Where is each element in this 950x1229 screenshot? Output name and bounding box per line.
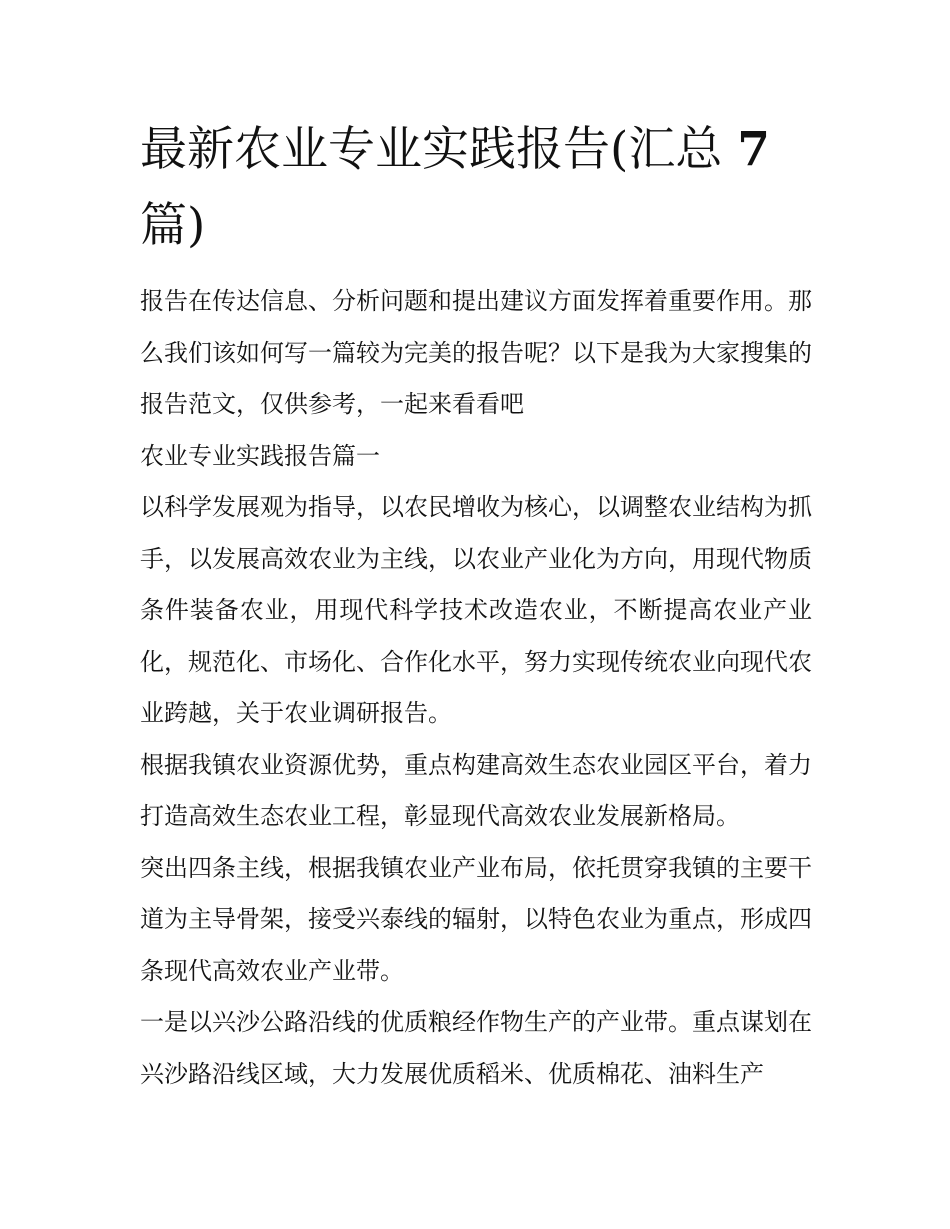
title-number: 7 [737, 122, 770, 177]
body-paragraph: 以科学发展观为指导，以农民增收为核心，以调整农业结构为抓手，以发展高效农业为主线，以农业产业化为方向，用现代物质条件装备农业，用现代科学技术改造农业，不断提高农业产业化，规范化、市场化、合作化水平，努力实现传统农业向现代农业跨越，关于农业调研报告。 [140, 493, 812, 727]
intro-paragraph: 报告在传达信息、分析问题和提出建议方面发挥着重要作用。那么我们该如何写一篇较为完美的报告呢？以下是我为大家搜集的报告范文，仅供参考，一起来看看吧 [140, 287, 812, 418]
body-paragraph: 一是以兴沙公路沿线的优质粮经作物生产的产业带。重点谋划在兴沙路沿线区域，大力发展优质稻米、优质棉花、油料生产 [140, 1008, 812, 1088]
title-main: 最新农业专业实践报告(汇总 [140, 122, 723, 177]
section-heading: 农业专业实践报告篇一 [140, 441, 380, 470]
body-paragraph: 突出四条主线，根据我镇农业产业布局，依托贯穿我镇的主要干道为主导骨架，接受兴泰线的辐射，以特色农业为重点，形成四条现代高效农业产业带。 [140, 853, 812, 985]
body-paragraph: 根据我镇农业资源优势，重点构建高效生态农业园区平台，着力打造高效生态农业工程，彰显现代高效农业发展新格局。 [140, 750, 812, 830]
document-body [140, 276, 812, 1100]
title-end: 篇) [140, 198, 206, 253]
document-title [140, 112, 820, 264]
